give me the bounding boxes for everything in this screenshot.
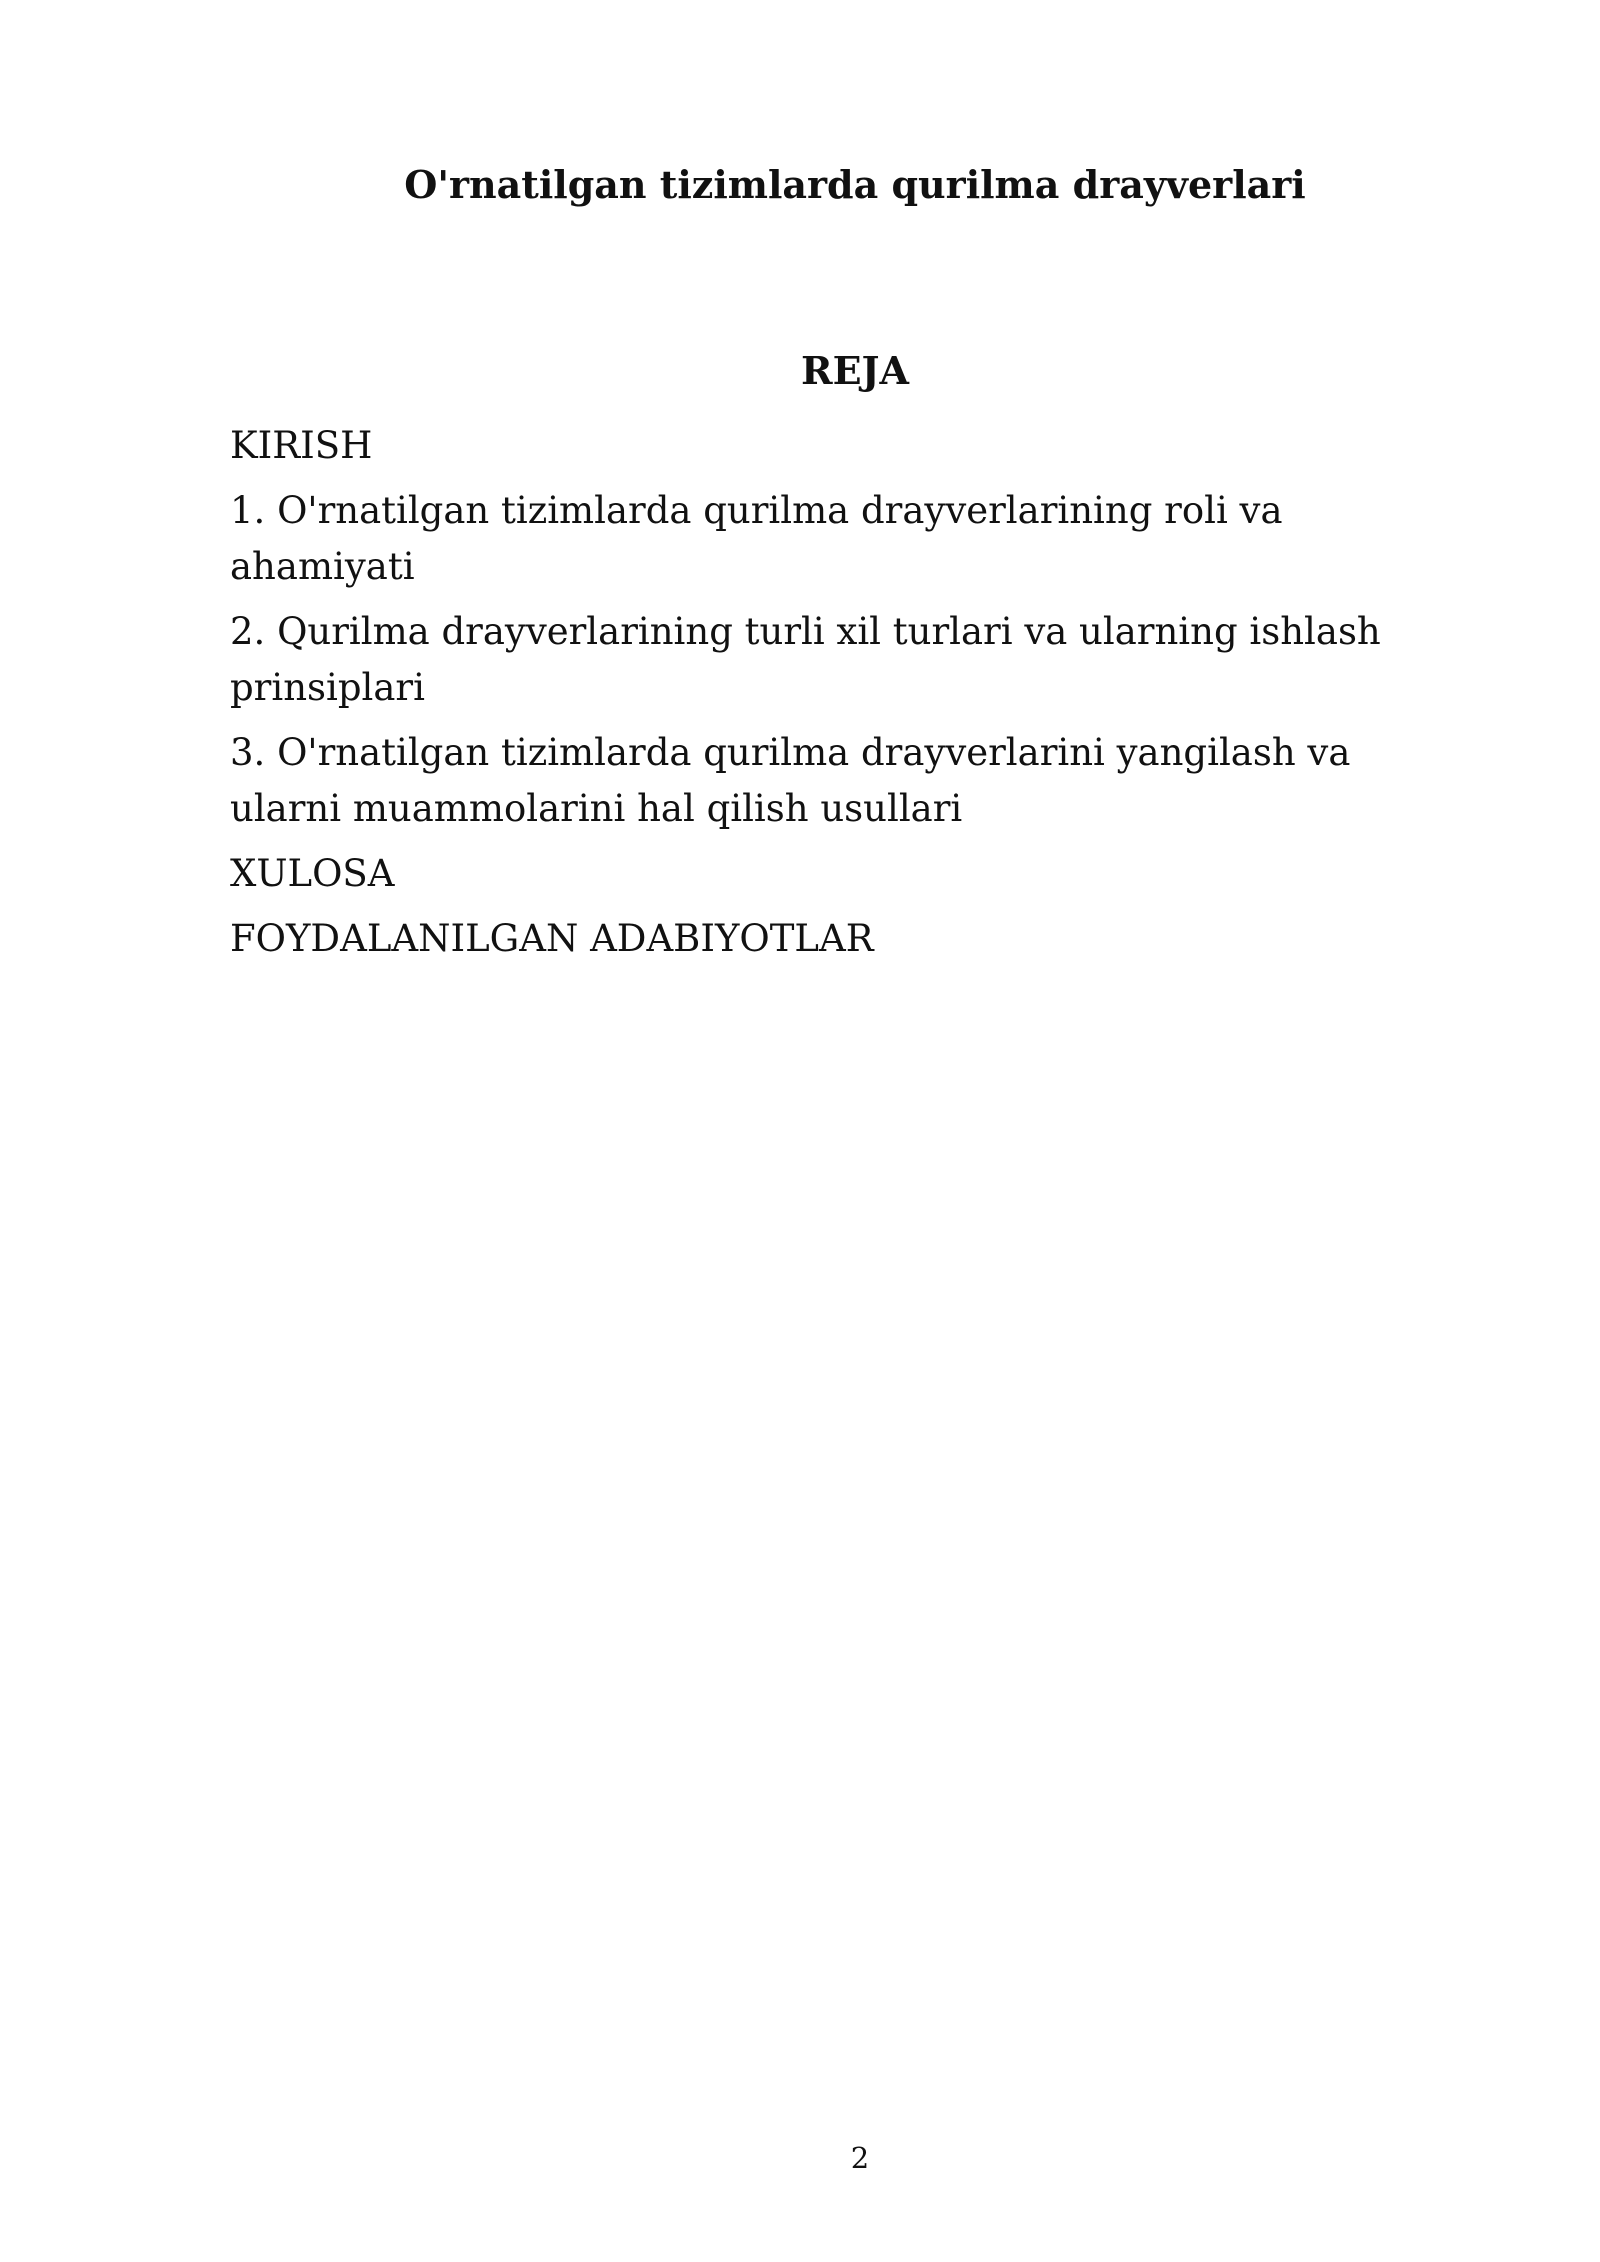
plan-item-section-3: 3. O'rnatilgan tizimlarda qurilma drayverlarini yangilash va ularni muammolarini hal qilish usullari [230,731,1351,830]
document-title: O'rnatilgan tizimlarda qurilma drayverlari [404,162,1306,207]
plan-heading: REJA [800,348,909,393]
plan-item-introduction: KIRISH [230,424,373,467]
plan-item-section-2: 2. Qurilma drayverlarining turli xil turlari va ularning ishlash prinsiplari [230,610,1381,709]
plan-list [230,418,1430,976]
plan-item-conclusion: XULOSA [230,852,395,895]
plan-item-section-1: 1. O'rnatilgan tizimlarda qurilma drayverlarining roli va ahamiyati [230,489,1283,588]
plan-item-references: FOYDALANILGAN ADABIYOTLAR [230,917,874,960]
page-number: 2 [850,2141,870,2175]
